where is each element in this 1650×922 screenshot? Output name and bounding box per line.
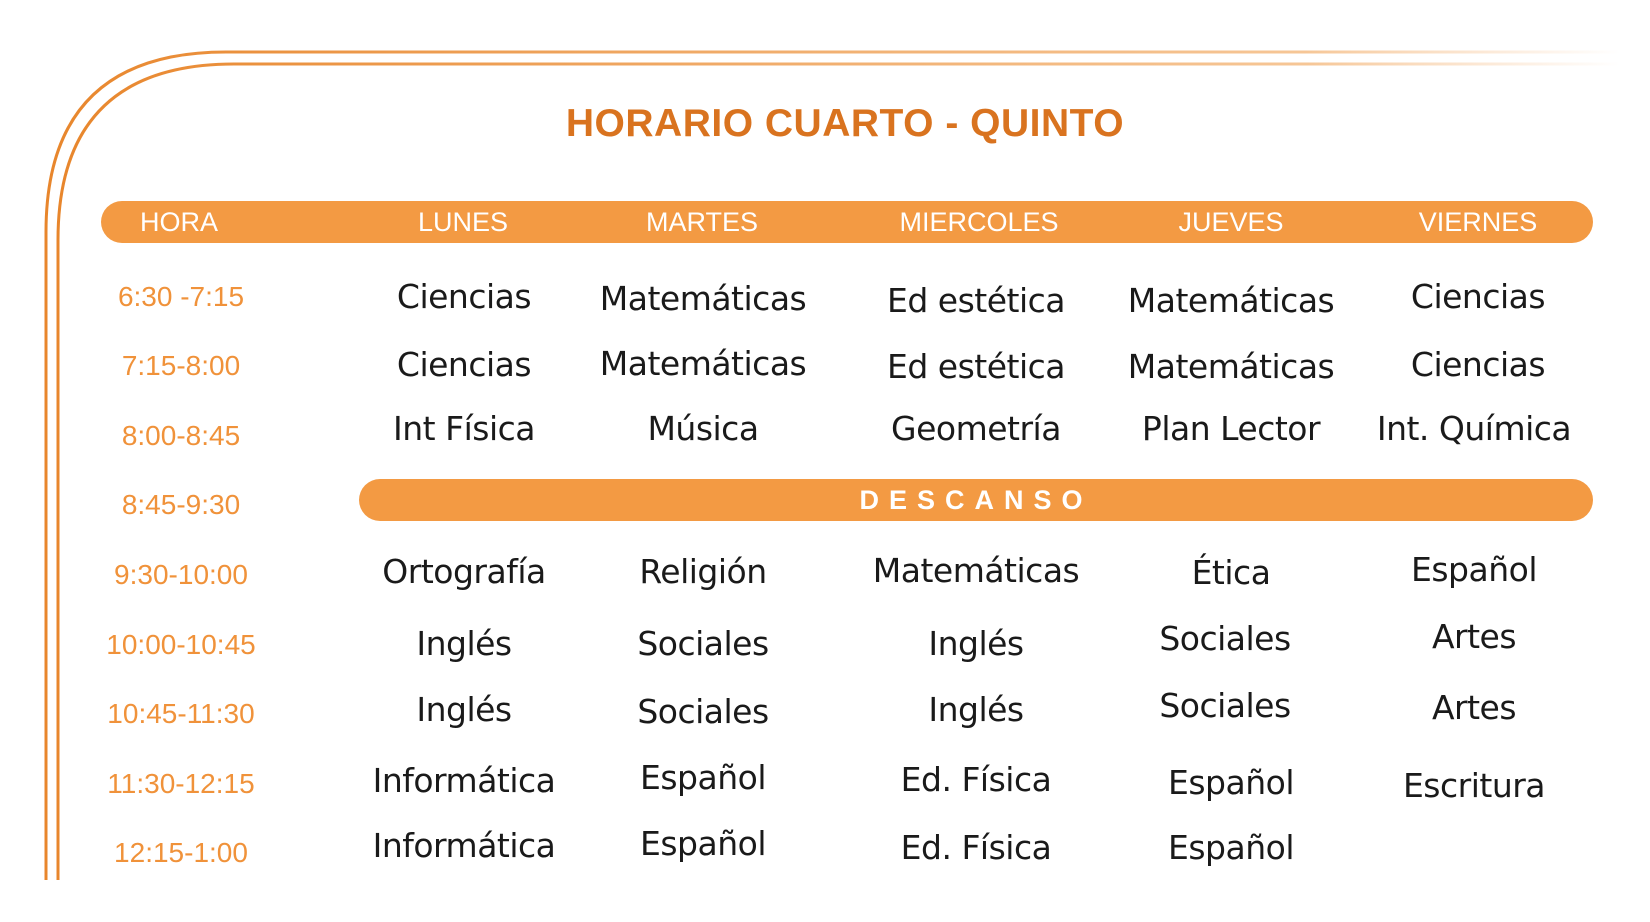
class-cell: Matemáticas xyxy=(599,279,807,318)
time-slot: 12:15-1:00 xyxy=(114,837,248,868)
class-cell: Música xyxy=(647,409,759,448)
header-day-jueves: JUEVES xyxy=(1178,207,1284,237)
class-cell: Inglés xyxy=(928,624,1024,663)
class-cell: Ed. Física xyxy=(900,760,1052,799)
class-cell: Int Física xyxy=(393,409,535,448)
time-slot: 10:45-11:30 xyxy=(107,698,255,729)
class-cell: Inglés xyxy=(416,624,512,663)
class-cell: Sociales xyxy=(1159,619,1291,658)
class-cell: Matemáticas xyxy=(599,344,807,383)
class-cell: Religión xyxy=(639,552,767,591)
class-cell: Matemáticas xyxy=(1127,347,1335,386)
class-cell: Sociales xyxy=(1159,686,1291,725)
class-cell: Ed estética xyxy=(887,347,1065,386)
header-day-viernes: VIERNES xyxy=(1418,207,1538,237)
class-cell: Ed estética xyxy=(887,281,1065,320)
class-cell: Matemáticas xyxy=(1127,281,1335,320)
class-cell: Escritura xyxy=(1402,766,1546,805)
time-slot: 8:00-8:45 xyxy=(121,420,241,451)
class-cell: Español xyxy=(640,824,766,863)
class-cell: Ciencias xyxy=(396,277,532,316)
page-title: HORARIO CUARTO - QUINTO xyxy=(565,102,1125,145)
class-cell: Geometría xyxy=(891,409,1061,448)
class-cell: Int. Química xyxy=(1376,409,1572,448)
class-cell: Sociales xyxy=(637,624,769,663)
header-day-miercoles: MIERCOLES xyxy=(899,207,1059,237)
class-cell: Inglés xyxy=(416,690,512,729)
class-cell: Español xyxy=(640,758,766,797)
class-cell: Matemáticas xyxy=(872,551,1080,590)
time-slot: 8:45-9:30 xyxy=(121,489,241,520)
class-cell: Español xyxy=(1168,763,1294,802)
class-cell: Ciencias xyxy=(1410,277,1546,316)
time-slot: 9:30-10:00 xyxy=(114,559,248,590)
class-cell: Informática xyxy=(372,761,556,800)
header-hora: HORA xyxy=(139,207,219,237)
class-cell: Sociales xyxy=(637,692,769,731)
class-cell: Ciencias xyxy=(396,345,532,384)
class-cell: Español xyxy=(1168,828,1294,867)
class-cell: Informática xyxy=(372,826,556,865)
time-slot: 6:30 -7:15 xyxy=(117,281,245,312)
class-cell: Español xyxy=(1411,550,1537,589)
header-day-martes: MARTES xyxy=(645,207,759,237)
class-cell: Plan Lector xyxy=(1141,409,1321,448)
header-day-lunes: LUNES xyxy=(417,207,509,237)
header-bar xyxy=(101,201,1593,243)
class-cell: Ortografía xyxy=(382,552,546,591)
class-cell: Ed. Física xyxy=(900,828,1052,867)
time-slot: 11:30-12:15 xyxy=(107,768,255,799)
time-slot: 7:15-8:00 xyxy=(121,350,241,381)
class-cell: Artes xyxy=(1431,688,1517,727)
time-slot: 10:00-10:45 xyxy=(106,629,256,660)
class-cell: Ciencias xyxy=(1410,345,1546,384)
break-bar: DESCANSO xyxy=(359,479,1593,521)
class-cell: Ética xyxy=(1191,553,1271,592)
class-cell: Artes xyxy=(1431,617,1517,656)
class-cell: Inglés xyxy=(928,690,1024,729)
